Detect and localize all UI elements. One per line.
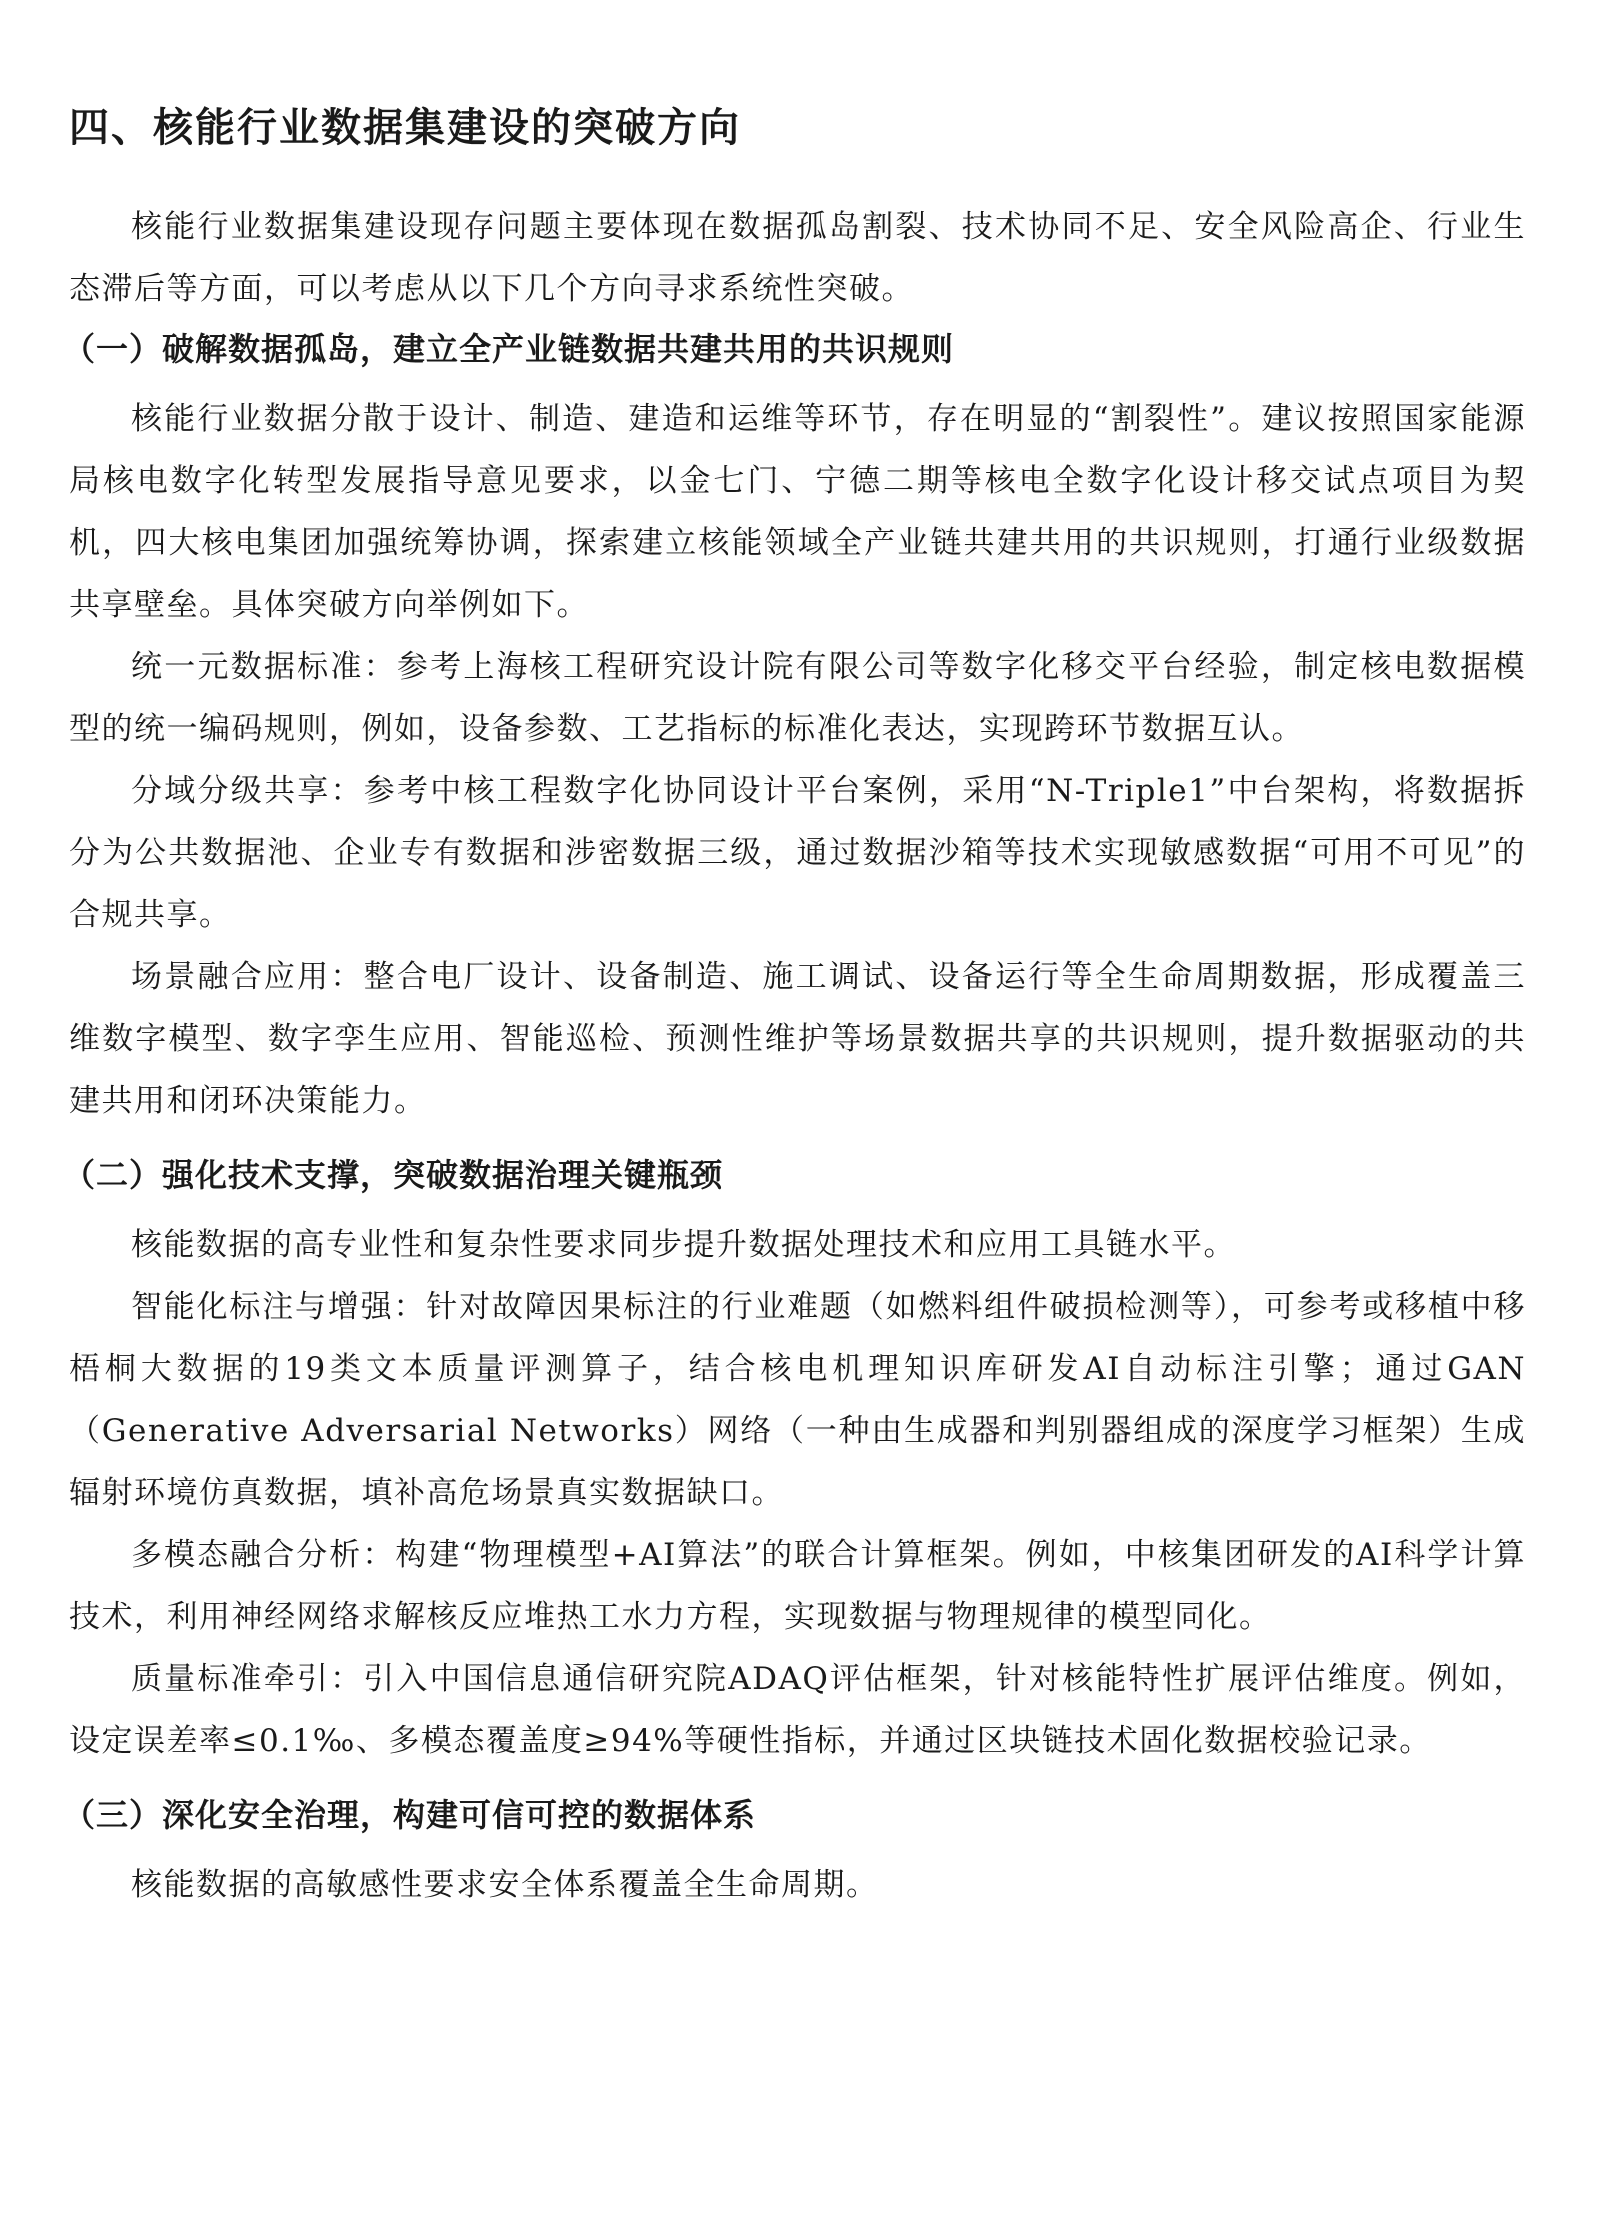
section1-paragraph-3: 分域分级共享：参考中核工程数字化协同设计平台案例，采用“N-Triple1”中台架构，将数据拆分为公共数据池、企业专有数据和涉密数据三级，通过数据沙箱等技术实现敏感数据“可用不可见”的合规共享。 — [69, 773, 1526, 933]
intro-paragraph: 核能行业数据集建设现存问题主要体现在数据孤岛割裂、技术协同不足、安全风险高企、行业生态滞后等方面，可以考虑从以下几个方向寻求系统性突破。 — [69, 209, 1526, 307]
section1-paragraph-1: 核能行业数据分散于设计、制造、建造和运维等环节，存在明显的“割裂性”。建议按照国家能源局核电数字化转型发展指导意见要求，以金七门、宁德二期等核电全数字化设计移交试点项目为契机，四大核电集团加强统筹协调，探索建立核能领域全产业链共建共用的共识规则，打通行业级数据共享壁垒。具体突破方向举例如下。 — [69, 401, 1526, 623]
section-heading-2: （二）强化技术支撑，突破数据治理关键瓶颈 — [63, 1156, 724, 1194]
section-heading-1: （一）破解数据孤岛，建立全产业链数据共建共用的共识规则 — [63, 330, 955, 368]
section1-paragraph-4: 场景融合应用：整合电厂设计、设备制造、施工调试、设备运行等全生命周期数据，形成覆盖三维数字模型、数字孪生应用、智能巡检、预测性维护等场景数据共享的共识规则，提升数据驱动的共建共用和闭环决策能力。 — [69, 959, 1526, 1119]
section3-paragraph-1: 核能数据的高敏感性要求安全体系覆盖全生命周期。 — [131, 1867, 879, 1903]
section1-paragraph-2: 统一元数据标准：参考上海核工程研究设计院有限公司等数字化移交平台经验，制定核电数据模型的统一编码规则，例如，设备参数、工艺指标的标准化表达，实现跨环节数据互认。 — [69, 649, 1526, 747]
section2-paragraph-1: 核能数据的高专业性和复杂性要求同步提升数据处理技术和应用工具链水平。 — [131, 1227, 1236, 1263]
section2-paragraph-4: 质量标准牵引：引入中国信息通信研究院ADAQ评估框架，针对核能特性扩展评估维度。例如，设定误差率≤0.1‰、多模态覆盖度≥94%等硬性指标，并通过区块链技术固化数据校验记录。 — [69, 1661, 1526, 1759]
section2-paragraph-3: 多模态融合分析：构建“物理模型+AI算法”的联合计算框架。例如，中核集团研发的AI科学计算技术，利用神经网络求解核反应堆热工水力方程，实现数据与物理规律的模型同化。 — [69, 1537, 1526, 1635]
document-page — [63, 100, 1526, 1916]
chapter-title: 四、核能行业数据集建设的突破方向 — [69, 105, 741, 151]
section2-paragraph-2: 智能化标注与增强：针对故障因果标注的行业难题（如燃料组件破损检测等），可参考或移植中移梧桐大数据的19类文本质量评测算子，结合核电机理知识库研发AI自动标注引擎；通过GAN（Generative Adversarial Networks）网络（一种由生成器和判别器组成的深度学习框架）生成辐射环境仿真数据，填补高危场景真实数据缺口。 — [69, 1289, 1526, 1511]
section-heading-3: （三）深化安全治理，构建可信可控的数据体系 — [63, 1796, 757, 1834]
